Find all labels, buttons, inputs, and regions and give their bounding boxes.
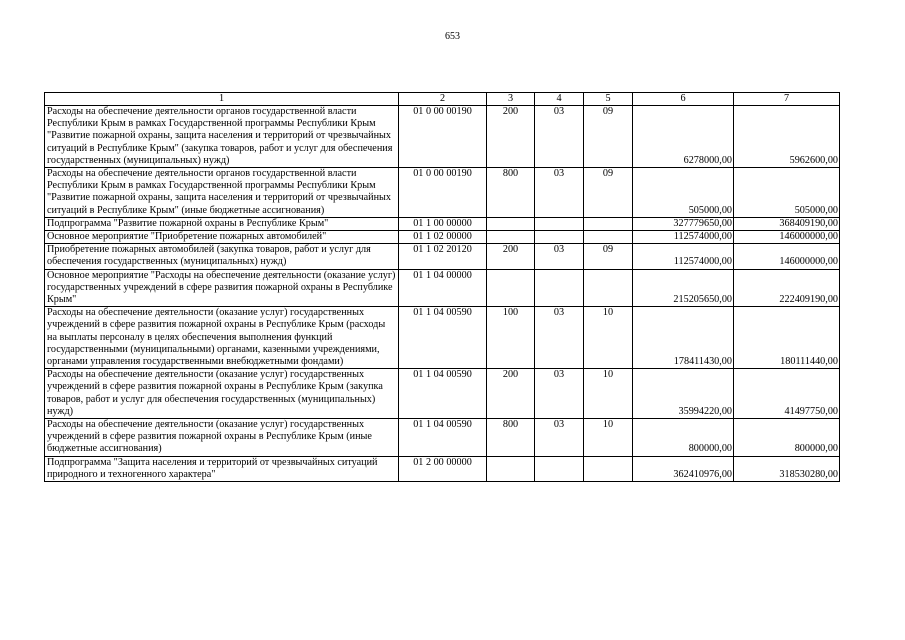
row-section-cell: 03 xyxy=(535,244,584,269)
row-section-cell: 03 xyxy=(535,369,584,419)
row-subsection-cell: 09 xyxy=(584,106,633,168)
row-code-cell: 01 0 00 00190 xyxy=(399,168,487,218)
row-expense-type-cell: 800 xyxy=(487,168,535,218)
row-section-cell: 03 xyxy=(535,168,584,218)
row-code-cell: 01 1 02 20120 xyxy=(399,244,487,269)
row-section-cell xyxy=(535,231,584,244)
row-code-cell: 01 0 00 00190 xyxy=(399,106,487,168)
row-expense-type-cell: 800 xyxy=(487,419,535,457)
table-row xyxy=(45,419,840,457)
table-row xyxy=(45,231,840,244)
row-section-cell: 03 xyxy=(535,106,584,168)
row-subsection-cell: 09 xyxy=(584,168,633,218)
row-subsection-cell xyxy=(584,231,633,244)
row-amount-1-cell: 327779650,00 xyxy=(633,217,734,230)
row-subsection-cell xyxy=(584,456,633,481)
table-row xyxy=(45,244,840,269)
row-expense-type-cell xyxy=(487,217,535,230)
row-amount-1-cell: 112574000,00 xyxy=(633,244,734,269)
row-amount-1-cell: 112574000,00 xyxy=(633,231,734,244)
row-amount-1-cell: 505000,00 xyxy=(633,168,734,218)
column-header: 4 xyxy=(535,93,584,106)
row-amount-1-cell: 362410976,00 xyxy=(633,456,734,481)
row-subsection-cell: 09 xyxy=(584,244,633,269)
table-header-row xyxy=(45,93,840,106)
row-expense-type-cell xyxy=(487,269,535,307)
row-name-cell: Подпрограмма "Развитие пожарной охраны в Республике Крым" xyxy=(45,217,399,230)
row-subsection-cell xyxy=(584,269,633,307)
row-name-cell: Расходы на обеспечение деятельности (оказание услуг) государственных учреждений в сфере развития пожарной охраны в Республике Крым (расходы на выплаты персоналу в целях обеспечения выполнения функций государственными (муниципальными) органами, казенными учреждениями, органами управления государственными внебюджетными фондами) xyxy=(45,307,399,369)
row-amount-1-cell: 215205650,00 xyxy=(633,269,734,307)
row-name-cell: Расходы на обеспечение деятельности органов государственной власти Республики Крым в рамках Государственной программы Республики Крым "Развитие пожарной охраны, защита населения и территорий от чрезвычайных ситуаций в Республике Крым" (иные бюджетные ассигнования) xyxy=(45,168,399,218)
row-name-cell: Основное мероприятие "Приобретение пожарных автомобилей" xyxy=(45,231,399,244)
row-name-cell: Подпрограмма "Защита населения и территорий от чрезвычайных ситуаций природного и техногенного характера" xyxy=(45,456,399,481)
row-code-cell: 01 1 00 00000 xyxy=(399,217,487,230)
row-code-cell: 01 1 04 00590 xyxy=(399,369,487,419)
column-header: 5 xyxy=(584,93,633,106)
row-subsection-cell: 10 xyxy=(584,369,633,419)
row-subsection-cell: 10 xyxy=(584,419,633,457)
row-expense-type-cell: 200 xyxy=(487,106,535,168)
column-header: 1 xyxy=(45,93,399,106)
row-subsection-cell xyxy=(584,217,633,230)
row-amount-2-cell: 180111440,00 xyxy=(734,307,840,369)
table-row xyxy=(45,456,840,481)
row-section-cell xyxy=(535,217,584,230)
row-name-cell: Основное мероприятие "Расходы на обеспечение деятельности (оказание услуг) государственных учреждений в сфере развития пожарной охраны в Республике Крым" xyxy=(45,269,399,307)
row-expense-type-cell: 200 xyxy=(487,244,535,269)
row-section-cell: 03 xyxy=(535,419,584,457)
row-amount-2-cell: 146000000,00 xyxy=(734,231,840,244)
row-expense-type-cell: 100 xyxy=(487,307,535,369)
row-code-cell: 01 2 00 00000 xyxy=(399,456,487,481)
row-name-cell: Расходы на обеспечение деятельности органов государственной власти Республики Крым в рамках Государственной программы Республики Крым "Развитие пожарной охраны, защита населения и территорий от чрезвычайных ситуаций в Республике Крым" (закупка товаров, работ и услуг для обеспечения государственных (муниципальных) нужд) xyxy=(45,106,399,168)
row-amount-2-cell: 800000,00 xyxy=(734,419,840,457)
table-row xyxy=(45,269,840,307)
column-header: 3 xyxy=(487,93,535,106)
page-number: 653 xyxy=(445,31,460,42)
row-amount-2-cell: 318530280,00 xyxy=(734,456,840,481)
row-amount-1-cell: 35994220,00 xyxy=(633,369,734,419)
row-code-cell: 01 1 02 00000 xyxy=(399,231,487,244)
row-amount-2-cell: 146000000,00 xyxy=(734,244,840,269)
row-expense-type-cell: 200 xyxy=(487,369,535,419)
table-row xyxy=(45,106,840,168)
table-row xyxy=(45,369,840,419)
row-amount-2-cell: 5962600,00 xyxy=(734,106,840,168)
row-amount-2-cell: 368409190,00 xyxy=(734,217,840,230)
row-name-cell: Приобретение пожарных автомобилей (закупка товаров, работ и услуг для обеспечения государственных (муниципальных) нужд) xyxy=(45,244,399,269)
row-name-cell: Расходы на обеспечение деятельности (оказание услуг) государственных учреждений в сфере развития пожарной охраны в Республике Крым (закупка товаров, работ и услуг для обеспечения государственных (муниципальных) нужд) xyxy=(45,369,399,419)
row-subsection-cell: 10 xyxy=(584,307,633,369)
table-row xyxy=(45,168,840,218)
row-amount-2-cell: 505000,00 xyxy=(734,168,840,218)
row-code-cell: 01 1 04 00000 xyxy=(399,269,487,307)
row-code-cell: 01 1 04 00590 xyxy=(399,307,487,369)
column-header: 7 xyxy=(734,93,840,106)
row-amount-2-cell: 222409190,00 xyxy=(734,269,840,307)
column-header: 2 xyxy=(399,93,487,106)
row-amount-2-cell: 41497750,00 xyxy=(734,369,840,419)
row-section-cell xyxy=(535,456,584,481)
row-name-cell: Расходы на обеспечение деятельности (оказание услуг) государственных учреждений в сфере развития пожарной охраны в Республике Крым (иные бюджетные ассигнования) xyxy=(45,419,399,457)
table-row xyxy=(45,217,840,230)
row-amount-1-cell: 800000,00 xyxy=(633,419,734,457)
row-expense-type-cell xyxy=(487,456,535,481)
budget-table xyxy=(44,92,840,482)
row-amount-1-cell: 178411430,00 xyxy=(633,307,734,369)
row-amount-1-cell: 6278000,00 xyxy=(633,106,734,168)
row-expense-type-cell xyxy=(487,231,535,244)
row-section-cell xyxy=(535,269,584,307)
table-row xyxy=(45,307,840,369)
row-section-cell: 03 xyxy=(535,307,584,369)
row-code-cell: 01 1 04 00590 xyxy=(399,419,487,457)
column-header: 6 xyxy=(633,93,734,106)
